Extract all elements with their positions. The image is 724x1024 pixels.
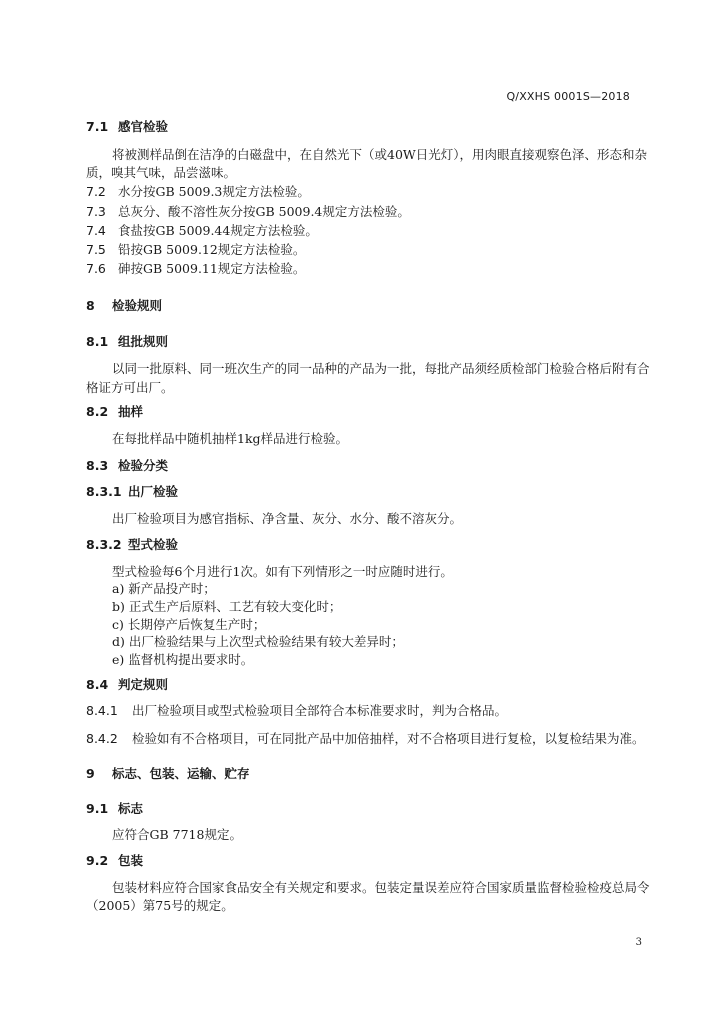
section-8-2-paragraph: 在每批样品中随机抽样1kg样品进行检验。 — [112, 431, 349, 446]
section-number: 8.2 — [86, 404, 109, 419]
section-8-3-1-heading — [86, 484, 178, 500]
section-number: 8.4.1 — [86, 703, 118, 718]
section-7-6 — [86, 261, 305, 277]
section-text: 出厂检验项目或型式检验项目全部符合本标准要求时，判为合格品。 — [132, 703, 508, 718]
section-number: 7.2 — [86, 184, 106, 199]
section-8-4-heading — [86, 677, 168, 693]
section-title: 组批规则 — [118, 334, 169, 349]
section-number: 9.1 — [86, 801, 109, 816]
section-number: 8.4 — [86, 677, 109, 692]
section-title: 标志 — [118, 801, 144, 816]
section-number: 7.1 — [86, 119, 109, 134]
section-9-2-heading — [86, 853, 143, 869]
section-number: 8 — [86, 298, 95, 313]
section-number: 9 — [86, 766, 95, 781]
section-title: 检验分类 — [118, 458, 169, 473]
section-9-1-paragraph: 应符合GB 7718规定。 — [112, 827, 242, 842]
list-item-d: d) 出厂检验结果与上次型式检验结果有较大差异时； — [112, 634, 404, 649]
section-8-2-heading — [86, 404, 143, 420]
section-text: 水分按GB 5009.3规定方法检验。 — [118, 184, 310, 199]
list-item-a: a) 新产品投产时； — [112, 581, 216, 596]
section-8-3-heading — [86, 458, 168, 474]
section-7-4 — [86, 223, 318, 239]
section-number: 8.3.2 — [86, 537, 122, 552]
section-number: 8.1 — [86, 334, 109, 349]
list-item-e: e) 监督机构提出要求时。 — [112, 652, 254, 667]
section-title: 标志、包装、运输、贮存 — [112, 766, 250, 781]
section-text: 检验如有不合格项目，可在同批产品中加倍抽样，对不合格项目进行复检，以复检结果为准。 — [132, 731, 645, 746]
section-8-4-1 — [86, 703, 507, 719]
section-text: 食盐按GB 5009.44规定方法检验。 — [118, 223, 318, 238]
section-8-heading — [86, 298, 162, 314]
section-text: 总灰分、酸不溶性灰分按GB 5009.4规定方法检验。 — [118, 204, 410, 219]
section-7-2 — [86, 184, 310, 200]
section-8-3-2-paragraph: 型式检验每6个月进行1次。如有下列情形之一时应随时进行。 — [112, 564, 453, 579]
section-8-1-heading — [86, 334, 168, 350]
list-item-b: b) 正式生产后原料、工艺有较大变化时； — [112, 599, 342, 614]
section-8-4-2 — [86, 731, 645, 747]
section-9-1-heading — [86, 801, 143, 817]
section-title: 包装 — [118, 853, 144, 868]
section-9-2-paragraph-line-2: （2005）第75号的规定。 — [86, 898, 234, 913]
section-title: 检验规则 — [112, 298, 163, 313]
section-8-3-2-heading — [86, 537, 178, 553]
section-9-heading — [86, 766, 250, 782]
section-7-1-heading — [86, 119, 168, 135]
section-title: 型式检验 — [128, 537, 179, 552]
document-code-header: Q/XXHS 0001S—2018 — [506, 90, 630, 103]
section-text: 铅按GB 5009.12规定方法检验。 — [118, 242, 306, 257]
section-number: 7.4 — [86, 223, 106, 238]
section-7-5 — [86, 242, 305, 258]
section-7-1-paragraph-line-2: 质，嗅其气味，品尝滋味。 — [86, 165, 237, 180]
section-number: 7.5 — [86, 242, 106, 257]
page-number: 3 — [635, 937, 642, 948]
section-title: 出厂检验 — [128, 484, 179, 499]
section-7-3 — [86, 204, 410, 220]
section-title: 抽样 — [118, 404, 144, 419]
section-title: 感官检验 — [118, 119, 169, 134]
list-item-c: c) 长期停产后恢复生产时； — [112, 617, 266, 632]
section-number: 7.3 — [86, 204, 106, 219]
section-8-1-paragraph-line-1: 以同一批原料、同一班次生产的同一品种的产品为一批，每批产品须经质检部门检验合格后附有合 — [112, 361, 650, 376]
section-8-3-1-paragraph: 出厂检验项目为感官指标、净含量、灰分、水分、酸不溶灰分。 — [112, 511, 463, 526]
section-number: 7.6 — [86, 261, 106, 276]
section-number: 8.3 — [86, 458, 109, 473]
section-number: 9.2 — [86, 853, 109, 868]
section-title: 判定规则 — [118, 677, 169, 692]
section-number: 8.4.2 — [86, 731, 118, 746]
section-8-1-paragraph-line-2: 格证方可出厂。 — [86, 380, 174, 395]
section-text: 砷按GB 5009.11规定方法检验。 — [118, 261, 306, 276]
section-7-1-paragraph-line-1: 将被测样品倒在洁净的白磁盘中，在自然光下（或40W日光灯），用肉眼直接观察色泽、形态和杂 — [112, 147, 648, 162]
section-9-2-paragraph-line-1: 包装材料应符合国家食品安全有关规定和要求。包装定量误差应符合国家质量监督检验检疫总局令 — [112, 880, 650, 895]
section-number: 8.3.1 — [86, 484, 122, 499]
